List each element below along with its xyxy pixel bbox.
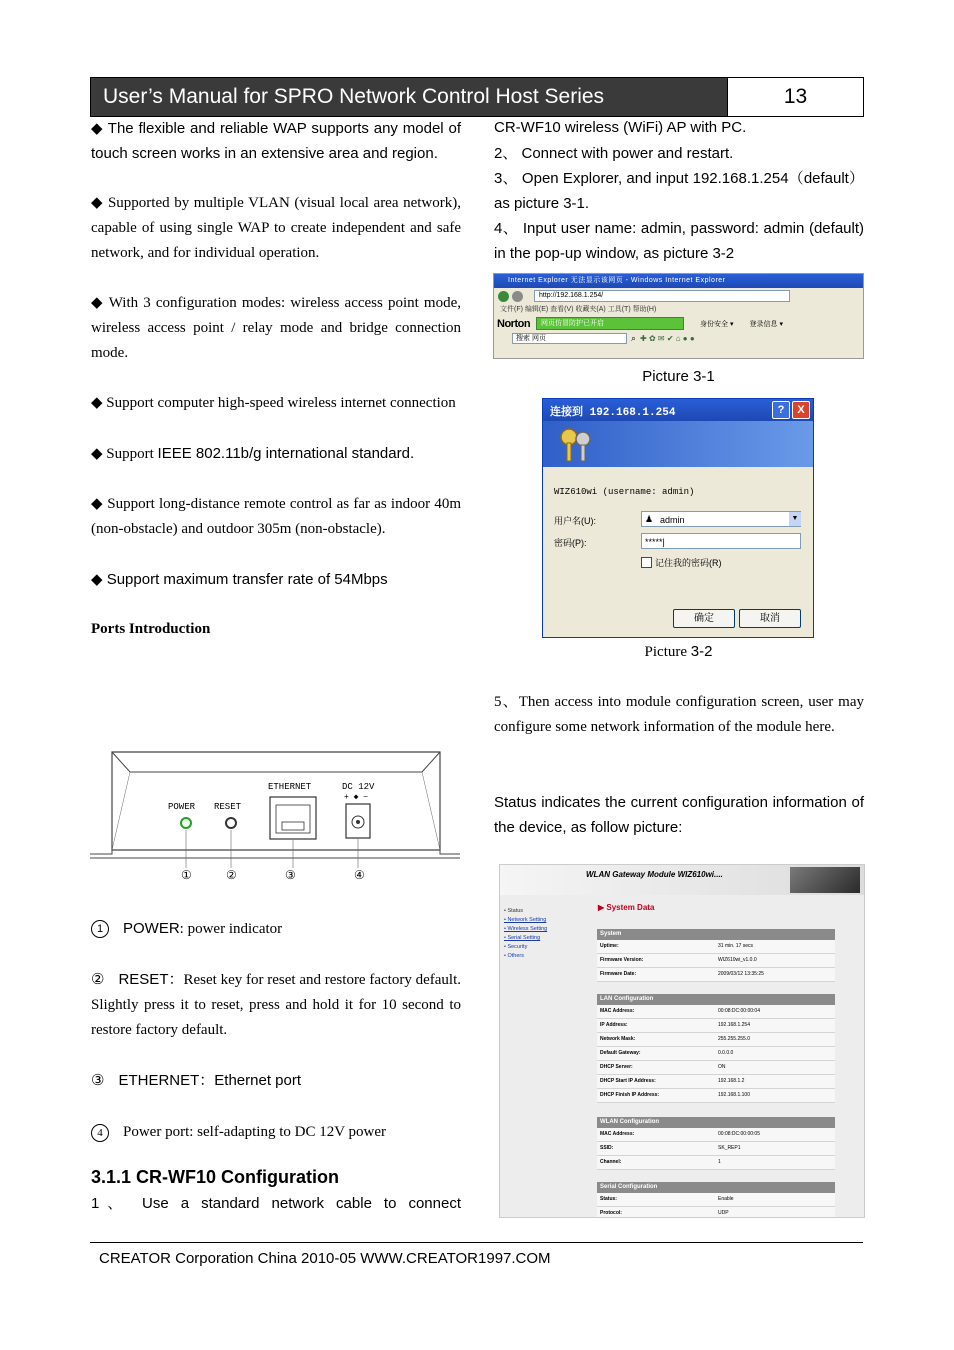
status-screenshot — [499, 864, 865, 1218]
status-row — [597, 1128, 835, 1142]
manual-title: User’s Manual for SPRO Network Control Host Series — [91, 78, 727, 116]
step-5: 5、Then access into module configuration screen, user may configure some network information of the module here. — [494, 694, 864, 735]
norton-logo: Norton — [497, 317, 531, 330]
status-header-title: WLAN Gateway Module WIZ610wi.... — [586, 870, 723, 879]
power-led-icon — [181, 818, 191, 828]
footer-rule — [90, 1242, 863, 1243]
system-data-heading: ▶ System Data — [598, 903, 655, 912]
dialog-title-bar — [543, 399, 813, 421]
ie-screenshot — [493, 273, 864, 359]
status-section-title: LAN Configuration — [597, 994, 835, 1005]
status-row-value: 2009/03/12 13:35:25 — [718, 971, 764, 977]
dc-label: DC 12V — [342, 782, 375, 792]
port-desc-ethernet-text: ETHERNET：Ethernet port — [118, 1072, 302, 1089]
status-nav-item[interactable]: • Network Setting — [504, 917, 547, 923]
status-row — [597, 1075, 835, 1089]
dc-polarity: + ◆ − — [344, 793, 369, 802]
ie-title-bar: Internet Explorer 无法显示该网页 - Windows Internet Explorer — [494, 274, 863, 288]
status-row-label: MAC Address: — [600, 1131, 635, 1137]
search-icon[interactable]: ⌕ — [631, 332, 637, 343]
port-desc-reset-name: RESET： — [118, 971, 184, 988]
section-heading: 3.1.1 CR-WF10 Configuration — [91, 1167, 340, 1187]
status-row-value: 255.255.255.0 — [718, 1036, 750, 1042]
dialog-realm: WIZ610wi (username: admin) — [554, 487, 695, 497]
status-row-label: Default Gateway: — [600, 1050, 641, 1056]
username-select[interactable]: admin — [641, 511, 801, 527]
power-label: POWER — [168, 802, 196, 812]
step-1: 1、 Use a standard network cable to connect — [91, 1195, 461, 1212]
status-row — [597, 1005, 835, 1019]
status-row-value: Enable — [718, 1196, 734, 1202]
port-desc-power-text: : power indicator — [179, 921, 283, 937]
login-dialog — [542, 398, 814, 638]
status-row-value: SK_REP1 — [718, 1145, 741, 1151]
username-label: 用户名(U): — [554, 516, 596, 526]
remember-checkbox[interactable] — [641, 557, 652, 568]
step-3: 3、 Open Explorer, and input 192.168.1.254（default）as picture 3-1. — [494, 170, 864, 212]
status-nav-item[interactable]: • Serial Setting — [504, 935, 541, 941]
feature-4: ◆ Support computer high-speed wireless internet connection — [91, 395, 456, 411]
feature-1: ◆ The flexible and reliable WAP supports any model of touch screen works in an extensive area and region. — [91, 120, 461, 162]
feature-6: ◆ Support long-distance remote control as far as indoor 40m (non-obstacle) and outdoor 305m (non-obstacle). — [91, 496, 461, 537]
feature-5-prefix: ◆ Support — [91, 446, 158, 462]
left-column — [91, 116, 461, 642]
status-row-value: WIZ610wi_v1.0.0 — [718, 957, 757, 963]
chevron-down-icon[interactable]: ▼ — [789, 512, 801, 526]
status-row — [597, 1019, 835, 1033]
password-input[interactable]: *****| — [641, 533, 801, 549]
caption-3-2-number: 3-2 — [690, 643, 713, 660]
status-row-value: 00:08:DC:00:00:04 — [718, 1008, 760, 1014]
status-nav — [504, 907, 568, 961]
status-row — [597, 1207, 835, 1218]
step-4: 4、 Input user name: admin, password: admin (default) in the pop-up window, as picture 3-2 — [494, 220, 864, 262]
close-icon[interactable]: X — [792, 401, 810, 419]
status-row-label: Channel: — [600, 1159, 622, 1165]
keys-icon — [557, 425, 597, 465]
feature-5-standard: IEEE 802.11b/g international standard. — [157, 445, 415, 462]
norton-status-bar: 网页仿冒防护已开启 — [536, 317, 684, 330]
status-nav-item[interactable]: • Security — [504, 944, 528, 950]
status-nav-item[interactable]: • Status — [504, 908, 524, 914]
port-desc-number: 1 — [91, 920, 109, 938]
port-desc-dc-text: Power port: self-adapting to DC 12V power — [123, 1124, 387, 1140]
status-row-value: 192.168.1.2 — [718, 1078, 745, 1084]
status-row-label: MAC Address: — [600, 1008, 635, 1014]
status-row-value: 31 min. 17 secs — [718, 943, 754, 949]
status-row-label: DHCP Start IP Address: — [600, 1078, 656, 1084]
status-row — [597, 1061, 835, 1075]
status-row-label: Protocol: — [600, 1210, 622, 1216]
status-nav-item[interactable]: • Others — [504, 953, 524, 959]
status-section — [597, 929, 835, 982]
ok-button[interactable]: 确定 — [673, 609, 735, 628]
reset-label: RESET — [214, 802, 242, 812]
status-row-label: SSID: — [600, 1145, 614, 1151]
step-2: 2、 Connect with power and restart. — [494, 145, 734, 162]
port-number-4: ④ — [354, 868, 365, 882]
search-input[interactable]: 搜索 网页 — [512, 333, 627, 344]
norton-toolbar — [494, 316, 863, 331]
status-row-value: 192.168.1.100 — [718, 1092, 750, 1098]
status-row-label: Network Mask: — [600, 1036, 636, 1042]
user-icon: ♟ — [645, 514, 654, 524]
port-desc-reset — [91, 967, 461, 1043]
port-desc-number: ③ — [91, 1072, 105, 1089]
page-number: 13 — [727, 78, 863, 116]
status-row — [597, 1193, 835, 1207]
port-desc-reset-text: Reset key for reset and restore factory default. Slightly press it to reset, press and hold it for 10 second to restore factory default. — [91, 972, 461, 1038]
status-row — [597, 1089, 835, 1103]
status-row — [597, 968, 835, 982]
footer: CREATOR Corporation China 2010-05 WWW.CREATOR1997.COM — [99, 1250, 551, 1267]
status-row-value: 192.168.1.254 — [718, 1022, 750, 1028]
status-section — [597, 994, 835, 1103]
status-row-label: Uptime: — [600, 943, 619, 949]
port-number-2: ② — [226, 868, 237, 882]
ethernet-label: ETHERNET — [268, 782, 312, 792]
forward-icon[interactable] — [512, 291, 523, 302]
status-row-label: DHCP Server: — [600, 1064, 633, 1070]
port-desc-power-name: POWER — [123, 920, 180, 937]
caption-3-2-prefix: Picture — [644, 644, 691, 660]
status-row — [597, 940, 835, 954]
caption-3-2 — [494, 643, 863, 661]
dialog-banner — [543, 421, 813, 467]
ie-address-row — [494, 288, 863, 304]
status-row-label: Status: — [600, 1196, 617, 1202]
identity-safe-menu[interactable]: 身份安全 ▾ — [700, 320, 734, 328]
help-icon[interactable]: ? — [772, 401, 790, 419]
port-desc-dc — [91, 1120, 461, 1145]
status-row-value: UDP — [718, 1210, 729, 1216]
port-desc-number: ② — [91, 972, 105, 988]
status-nav-item[interactable]: • Wireless Setting — [504, 926, 548, 932]
status-row-value: 00:08:DC:00:00:05 — [718, 1131, 760, 1137]
status-sections — [597, 929, 835, 1218]
search-toolbar — [494, 331, 863, 345]
login-info-menu[interactable]: 登录信息 ▾ — [749, 320, 783, 328]
status-row — [597, 1156, 835, 1170]
feature-5 — [91, 441, 461, 467]
caption-3-1: Picture 3-1 — [642, 368, 715, 385]
ports-diagram — [90, 750, 462, 885]
port-desc-number: 4 — [91, 1124, 109, 1142]
status-row-value: ON — [718, 1064, 726, 1070]
dialog-title: 连接到 192.168.1.254 — [550, 407, 676, 419]
status-section-title: Serial Configuration — [597, 1182, 835, 1193]
device-image — [790, 867, 860, 893]
remember-label: 记住我的密码(R) — [655, 558, 722, 568]
status-section-title: System — [597, 929, 835, 940]
page-header — [90, 77, 864, 117]
step-1-continued: CR-WF10 wireless (WiFi) AP with PC. — [494, 119, 747, 136]
port-desc-ethernet — [91, 1068, 461, 1093]
port-desc-power — [91, 916, 461, 942]
status-row — [597, 1047, 835, 1061]
status-section — [597, 1117, 835, 1170]
port-number-3: ③ — [285, 868, 296, 882]
feature-2: ◆ Supported by multiple VLAN (visual local area network), capable of using single WAP to create independent and safe network, and for individual operation. — [91, 195, 461, 261]
reset-button-icon — [226, 818, 236, 828]
status-row-value: 1 — [718, 1159, 721, 1165]
status-section — [597, 1182, 835, 1218]
toolbar-icons[interactable]: ✚ ✿ ✉ ✔ ⌂ ● ● — [640, 333, 695, 343]
port-descriptions — [91, 916, 461, 1145]
status-row-label: IP Address: — [600, 1022, 628, 1028]
status-section-title: WLAN Configuration — [597, 1117, 835, 1128]
status-row — [597, 954, 835, 968]
status-row-label: DHCP Finish IP Address: — [600, 1092, 660, 1098]
status-header — [500, 865, 864, 895]
feature-7: ◆ Support maximum transfer rate of 54Mbps — [91, 571, 388, 588]
status-row — [597, 1142, 835, 1156]
status-row-value: 0.0.0.0 — [718, 1050, 734, 1056]
status-row-label: Firmware Date: — [600, 971, 637, 977]
status-row — [597, 1033, 835, 1047]
right-column-top — [494, 115, 864, 266]
cancel-button[interactable]: 取消 — [739, 609, 801, 628]
back-icon[interactable] — [498, 291, 509, 302]
ie-address-bar[interactable]: http://192.168.1.254/ — [534, 290, 790, 302]
ports-title: Ports Introduction — [91, 621, 211, 637]
status-paragraph: Status indicates the current configuration information of the device, as follow picture: — [494, 794, 864, 836]
port-number-1: ① — [181, 868, 192, 882]
ie-menu-bar[interactable]: 文件(F) 编辑(E) 查看(V) 收藏夹(A) 工具(T) 帮助(H) — [500, 306, 657, 313]
status-row-label: Firmware Version: — [600, 957, 644, 963]
feature-3: ◆ With 3 configuration modes: wireless access point mode, wireless access point / relay mode and bridge connection mode. — [91, 295, 461, 361]
password-label: 密码(P): — [554, 538, 587, 548]
